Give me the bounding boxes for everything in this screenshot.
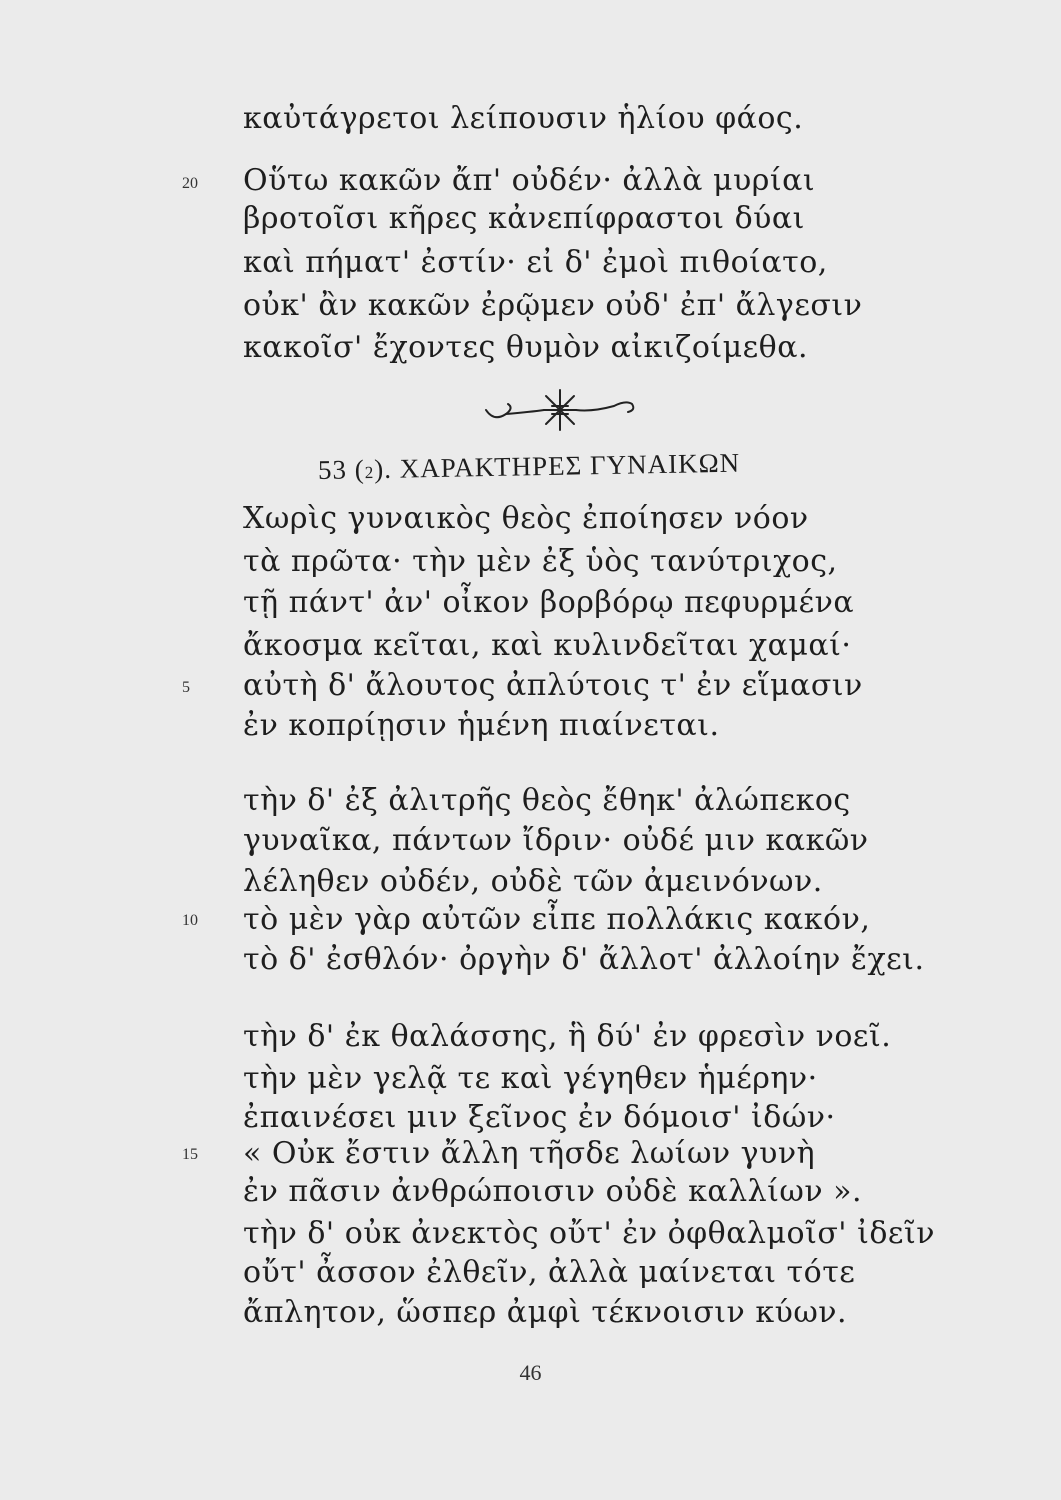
verse-line: τὰ πρῶτα· τὴν μὲν ἐξ ὑὸς τανύτριχος, [243, 544, 838, 579]
verse-line: Οὕτω κακῶν ἄπ' οὐδέν· ἀλλὰ μυρίαι [243, 163, 816, 198]
section-subnumber: 2 [364, 463, 375, 483]
verse-line: καὶ πήματ' ἐστίν· εἰ δ' ἐμοὶ πιθοίατο, [243, 245, 828, 280]
section-number: 53 [317, 454, 348, 485]
verse-line: κακοῖσ' ἔχοντες θυμὸν αἰκιζοίμεθα. [243, 330, 809, 365]
line-number: 10 [182, 912, 198, 929]
verse-line: τὴν μὲν γελᾷ τε καὶ γέγηθεν ἡμέρην· [243, 1061, 818, 1096]
verse-line: ἐπαινέσει μιν ξεῖνος ἐν δόμοισ' ἰδών· [243, 1100, 836, 1135]
verse-line: Χωρὶς γυναικὸς θεὸς ἐποίησεν νόον [243, 501, 809, 536]
section-title: ΧΑΡΑΚΤΗΡΕΣ ΓΥΝΑΙΚΩΝ [399, 447, 741, 484]
verse-line: ἄπλητον, ὥσπερ ἀμφὶ τέκνοισιν κύων. [243, 1295, 848, 1330]
heading-paren-open: ( [354, 454, 365, 485]
line-number: 5 [182, 679, 190, 696]
verse-line: τὴν δ' ἐκ θαλάσσης, ἣ δύ' ἐν φρεσὶν νοεῖ. [243, 1019, 892, 1054]
verse-line: βροτοῖσι κῆρες κἀνεπίφραστοι δύαι [243, 201, 805, 236]
section-heading [318, 445, 741, 492]
verse-line: λέληθεν οὐδέν, οὐδὲ τῶν ἀμεινόνων. [243, 864, 823, 899]
verse-line: ἄκοσμα κεῖται, καὶ κυλινδεῖται χαμαί· [243, 628, 852, 663]
verse-line: γυναῖκα, πάντων ἴδριν· οὐδέ μιν κακῶν [243, 823, 869, 858]
page-number: 46 [519, 1360, 542, 1385]
verse-line: τὸ μὲν γὰρ αὐτῶν εἶπε πολλάκις κακόν, [243, 902, 871, 937]
verse-line: αὐτὴ δ' ἄλουτος ἀπλύτοις τ' ἐν εἵμασιν [243, 668, 863, 703]
verse-line: τὸ δ' ἐσθλόν· ὀργὴν δ' ἄλλοτ' ἀλλοίην ἔχει. [243, 942, 925, 977]
verse-line: ἐν πᾶσιν ἀνθρώποισιν οὐδὲ καλλίων ». [243, 1174, 862, 1209]
verse-line: τῇ πάντ' ἀν' οἶκον βορβόρῳ πεφυρμένα [243, 585, 855, 620]
verse-line: οὔτ' ἆσσον ἐλθεῖν, ἀλλὰ μαίνεται τότε [243, 1255, 856, 1290]
verse-line: καὐτάγρετοι λείπουσιν ἡλίου φάος. [243, 101, 804, 136]
ornament-icon [480, 382, 640, 438]
heading-paren-close: ). [373, 453, 393, 485]
verse-line: τὴν δ' οὐκ ἀνεκτὸς οὔτ' ἐν ὀφθαλμοῖσ' ἰδεῖν [243, 1216, 935, 1251]
line-number: 20 [182, 175, 198, 192]
verse-line: « Οὐκ ἔστιν ἄλλη τῆσδε λωίων γυνὴ [243, 1136, 816, 1171]
line-number: 15 [182, 1146, 198, 1163]
verse-line: τὴν δ' ἐξ ἀλιτρῆς θεὸς ἔθηκ' ἀλώπεκος [243, 783, 851, 818]
verse-line: ἐν κοπρίῃσιν ἡμένη πιαίνεται. [243, 708, 720, 743]
verse-line: οὐκ' ἂν κακῶν ἐρῷμεν οὐδ' ἐπ' ἄλγεσιν [243, 288, 863, 323]
